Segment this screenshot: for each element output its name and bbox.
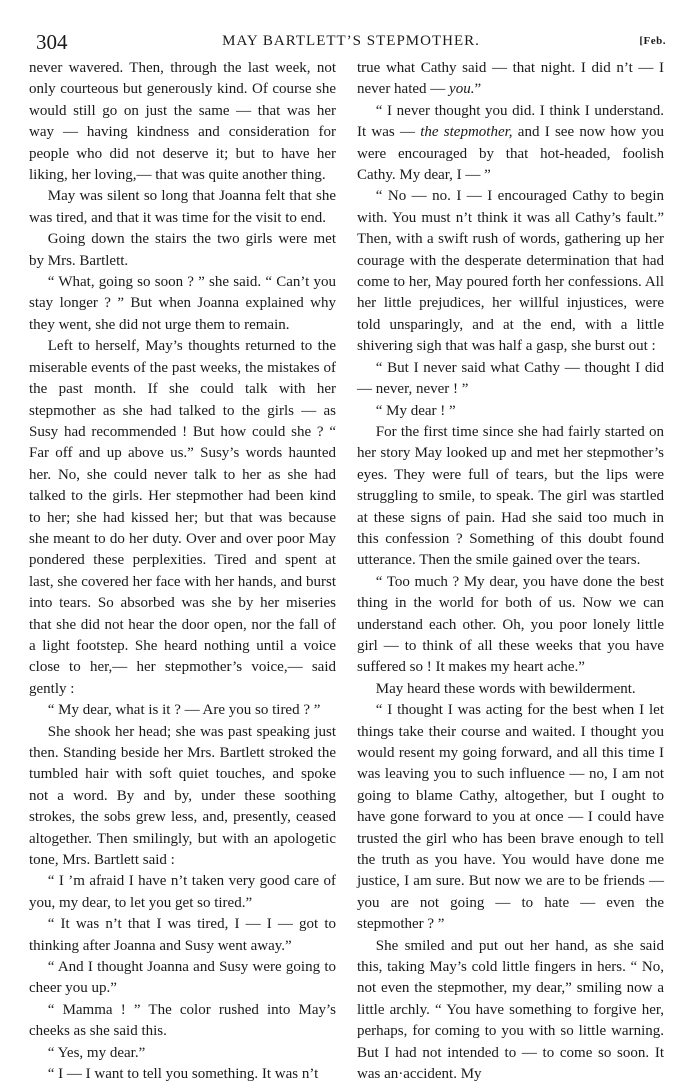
text-run: true what Cathy said — that night. I did n’t — I never hated —: [357, 60, 664, 98]
paragraph: “ Too much ? My dear, you have done the best thing in the world for both of us. Now we can understand each other. Oh, you poor lonely little girl — to think of all these weeks that you have suffered so ! It makes my heart ache.”: [357, 573, 664, 676]
paragraph: “ I ’m afraid I have n’t taken very good care of you, my dear, to let you get so tired.”: [29, 873, 336, 911]
text-run: and I see now how you were encouraged by that hot-headed, foolish Cathy. My dear, I — ”: [357, 124, 664, 184]
paragraph: “ I — I want to tell you something. It was n’t: [47, 1066, 319, 1083]
paragraph: “ And I thought Joanna and Susy were going to cheer you up.”: [29, 959, 336, 997]
paragraph: She shook her head; she was past speaking just then. Standing beside her Mrs. Bartlett stroked the tumbled hair with soft quiet touches, and spoke not a word. By and by, under these soothing strokes, the sobs grew less, and, presently, ceased altogether. Then smilingly, but with an apologetic tone, Mrs. Bartlett said :: [29, 723, 336, 869]
paragraph: [357, 101, 664, 187]
paragraph: “ My dear ! ”: [375, 402, 456, 419]
italic-text: the stepmother,: [420, 124, 513, 141]
paragraph: “ I thought I was acting for the best when I let things take their course and waited. I thought you would resent my going forward, and all this time I was leaving you to such influence — no, I am not going to blame Cathy, altogether, but I ought to have gone forward to you at once — I could have trusted the girl who has been brave enough to tell the truth as you have. You would have done me justice, I am sure. But now we are to be friends — you are not going — to hate — even the stepmother ? ”: [357, 702, 664, 933]
running-title: MAY BARTLETT’S STEPMOTHER.: [222, 33, 480, 49]
paragraph: For the first time since she had fairly started on her story May looked up and met her stepmother’s eyes. They were full of tears, but the lips were struggling to smile, to speak. The girl was startled at these signs of pain. Had she said too much in this confession ? Something of this doubt found utterance. Then the smile gained over the tears.: [357, 423, 664, 569]
page-header: [36, 30, 666, 52]
paragraph: never wavered. Then, through the last week, not only courteous but generously kind. Of course she would still go on just the same — that was her way — having kindness and consideration for people who did not deserve it; but to have her liking, her loving,— that was quite another thing.: [29, 60, 336, 184]
issue-month: [Feb.: [639, 35, 666, 47]
page-number: 304: [36, 30, 68, 54]
paragraph: “ It was n’t that I was tired, I — I — got to thinking after Joanna and Susy went away.”: [29, 916, 336, 954]
paragraph: Going down the stairs the two girls were met by Mrs. Bartlett.: [29, 231, 336, 269]
paragraph: “ What, going so soon ? ” she said. “ Can’t you stay longer ? ” But when Joanna explained why they went, she did not urge them to remain.: [29, 274, 336, 333]
paragraph: She smiled and put out her hand, as she said this, taking May’s cold little fingers in hers. “ No, not even the stepmother, my dear,” smiling now a little archly. “ You have something to forgive her, perhaps, for coming to you with so little warning. But I had not intended to — to come so soon. It was an·accident. My: [357, 937, 664, 1083]
paragraph: Left to herself, May’s thoughts returned to the miserable events of the past weeks, the mistakes of the past month. If she could talk with her stepmother as she had talked to the girls — as Susy had recommended ! But how could she ? “ Far off and up above us.” Susy’s words haunted her. No, she could never talk to her as she had talked to the girls. Her stepmother had been kind to her; she had kissed her; but that was because she meant to do her duty. Over and over poor May pondered these perplexities. Tired and spent at last, she covered her face with her hands, and burst into tears. So absorbed was she by her miseries that she did not hear the door open, nor the fall of a light footstep. She heard nothing until a voice close to her,— her stepmother’s voice,— said gently :: [29, 338, 336, 697]
text-run: ”: [474, 81, 482, 98]
text-run: “ I never thought you did. I think I understand. It was —: [357, 102, 664, 141]
left-column: [29, 58, 336, 1086]
paragraph: [357, 58, 664, 101]
paragraph: May was silent so long that Joanna felt that she was tired, and that it was time for the visit to end.: [29, 188, 336, 226]
right-column: [357, 58, 664, 1086]
paragraph: “ No — no. I — I encouraged Cathy to begin with. You must n’t think it was all Cathy’s fault.” Then, with a swift rush of words, gathering up her courage with the desperate determination that had come to her, May poured forth her confessions. All her little prejudices, her willful injustices, were told unsparingly, and at the end, with a little shivering sigh that was half a gasp, she burst out :: [357, 188, 664, 355]
italic-text: you.: [449, 81, 475, 98]
paragraph: “ Yes, my dear.”: [47, 1044, 146, 1061]
paragraph: “ My dear, what is it ? — Are you so tired ? ”: [47, 702, 321, 719]
paragraph: “ Mamma ! ” The color rushed into May’s cheeks as she said this.: [29, 1001, 336, 1040]
paragraph: “ But I never said what Cathy — thought I did — never, never ! ”: [357, 359, 664, 398]
paragraph: May heard these words with bewilderment.: [375, 680, 636, 697]
